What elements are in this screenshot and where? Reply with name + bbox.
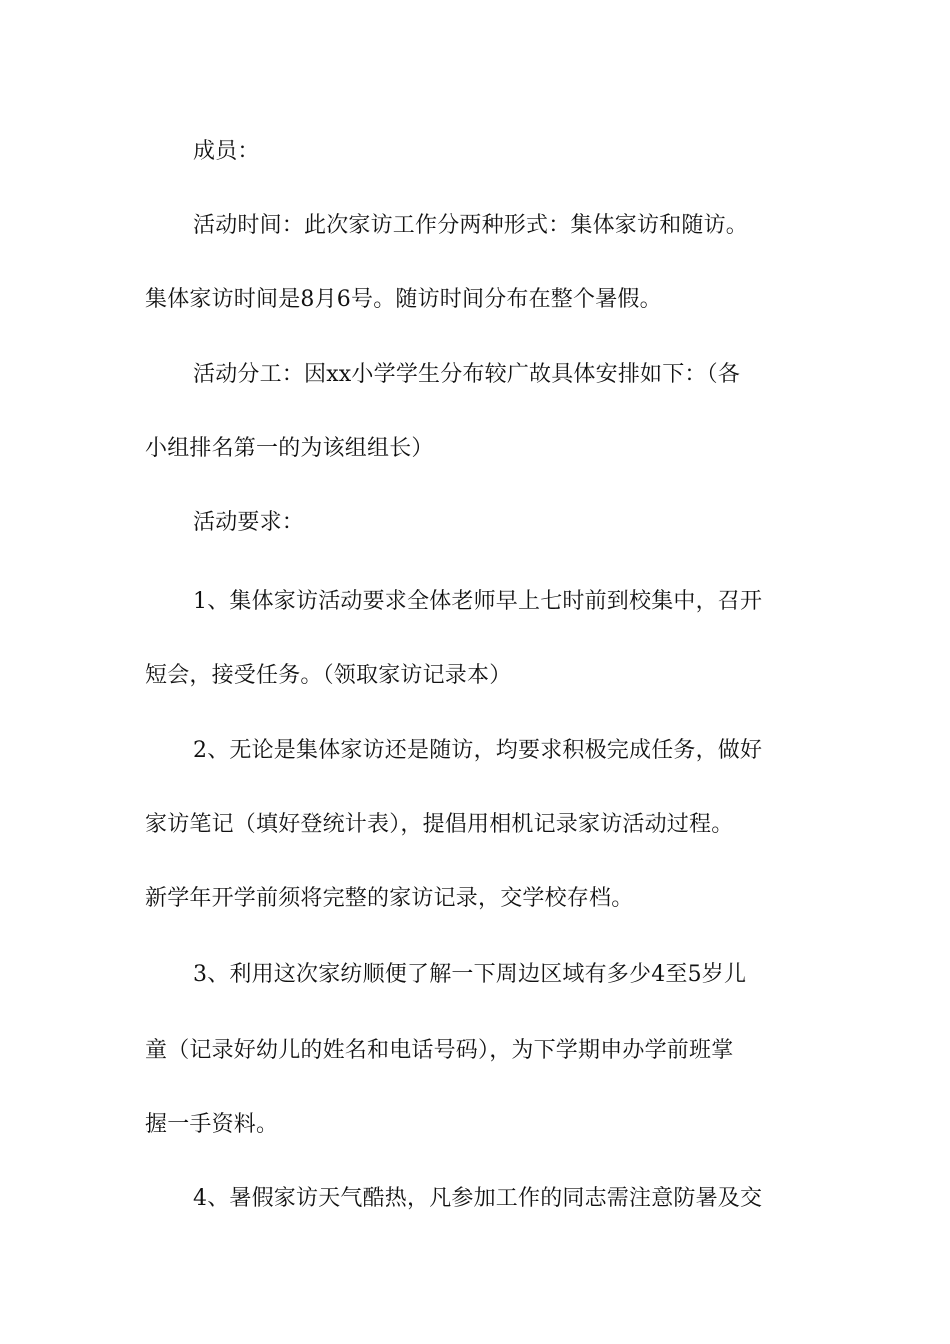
- paragraph-line: 新学年开学前须将完整的家访记录，交学校存档。: [145, 886, 634, 911]
- members-heading: 成员：: [193, 139, 260, 164]
- paragraph-line: 小组排名第一的为该组组长）: [145, 436, 434, 461]
- requirements-heading: 活动要求：: [193, 510, 305, 535]
- paragraph-line: 短会，接受任务。（领取家访记录本）: [145, 663, 512, 688]
- paragraph-line: 3、利用这次家纺顺便了解一下周边区域有多少4至5岁儿: [193, 962, 747, 987]
- paragraph-line: 2、无论是集体家访还是随访，均要求积极完成任务，做好: [193, 738, 763, 763]
- paragraph-line: 童（记录好幼儿的姓名和电话号码），为下学期申办学前班掌: [145, 1038, 734, 1063]
- paragraph-line: 集体家访时间是8月6号。随访时间分布在整个暑假。: [145, 287, 662, 312]
- paragraph-line: 握一手资料。: [145, 1112, 279, 1137]
- paragraph-line: 活动时间：此次家访工作分两种形式：集体家访和随访。: [193, 213, 749, 238]
- paragraph-line: 活动分工：因xx小学学生分布较广故具体安排如下：（各: [193, 362, 741, 387]
- paragraph-line: 家访笔记（填好登统计表），提倡用相机记录家访活动过程。: [145, 812, 734, 837]
- paragraph-line: 4、暑假家访天气酷热，凡参加工作的同志需注意防暑及交: [193, 1186, 763, 1211]
- paragraph-line: 1、集体家访活动要求全体老师早上七时前到校集中，召开: [193, 589, 763, 614]
